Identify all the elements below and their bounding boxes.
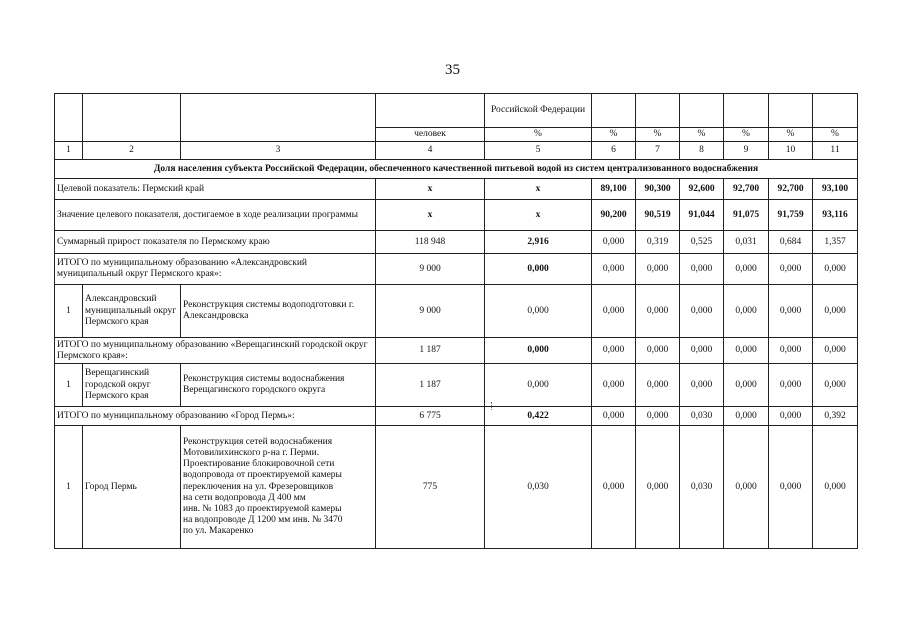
table-row: Целевой показатель: Пермский край x x 89,100 90,300 92,600 92,700 92,700 93,100	[55, 179, 858, 200]
row-label: ИТОГО по муниципальному образованию «Верещагинский городской округ Пермского края»:	[55, 338, 376, 364]
table-row: ИТОГО по муниципальному образованию «Город Пермь»: 6 775 0,422 0,000 0,000 0,030 0,000 0,000 0,392	[55, 407, 858, 426]
header-row-top	[55, 94, 858, 128]
project-description: Реконструкция системы водоподготовки г. Александровска	[181, 285, 376, 338]
project-description: Реконструкция сетей водоснабжения Мотовилихинского р-на г. Перми. Проектирование блокировочной сети водопровода от проектируемой камеры переключения на ул. Фрезеровщиков на сети водопровода Д 400 мм инв. № 1083 до проектируемой камеры на водопроводе Д 1200 мм инв. № 3470 по ул. Макаренко	[181, 426, 376, 549]
table-row: 1 Александровский муниципальный округ Пермского края Реконструкция системы водоподготовки г. Александровска 9 000 0,000 0,000 0,000 0,000 0,000 0,000 0,000	[55, 285, 858, 338]
row-label: Значение целевого показателя, достигаемое в ходе реализации программы	[55, 200, 376, 231]
section-title: Доля населения субъекта Российской Федерации, обеспеченного качественной питьевой водой из систем централизованного водоснабжения	[55, 160, 858, 179]
municipality-name: Город Пермь	[83, 426, 181, 549]
header-unit-people: человек	[376, 128, 485, 142]
indicator-table	[54, 93, 858, 549]
column-number-row: 1 2 3 4 5 6 7 8 9 10 11	[55, 142, 858, 160]
scan-artifact	[491, 402, 493, 410]
row-label: Суммарный прирост показателя по Пермскому краю	[55, 231, 376, 254]
table-row: 1 Город Пермь Реконструкция сетей водоснабжения Мотовилихинского р-на г. Перми. Проектирование блокировочной сети водопровода от проектируемой камеры переключения на ул. Фрезеровщиков на сети водопровода Д 400 мм инв. № 1083 до проектируемой камеры на водопроводе Д 1200 мм инв. № 3470 по ул. Макаренко 775 0,030 0,000 0,000 0,030 0,000 0,000 0,000	[55, 426, 858, 549]
table-row: 1 Верещагинский городской округ Пермского края Реконструкция системы водоснабжения Верещагинского городского округа 1 187 0,000 0,000 0,000 0,000 0,000 0,000 0,000	[55, 364, 858, 407]
municipality-name: Верещагинский городской округ Пермского края	[83, 364, 181, 407]
table-row: Значение целевого показателя, достигаемое в ходе реализации программы x x 90,200 90,519 91,044 91,075 91,759 93,116	[55, 200, 858, 231]
table-row: Суммарный прирост показателя по Пермскому краю 118 948 2,916 0,000 0,319 0,525 0,031 0,684 1,357	[55, 231, 858, 254]
row-label: ИТОГО по муниципальному образованию «Александровский муниципальный округ Пермского края»:	[55, 254, 376, 285]
project-description: Реконструкция системы водоснабжения Верещагинского городского округа	[181, 364, 376, 407]
table-row: ИТОГО по муниципальному образованию «Александровский муниципальный округ Пермского края»: 9 000 0,000 0,000 0,000 0,000 0,000 0,000 0,000	[55, 254, 858, 285]
section-title-row	[55, 160, 858, 179]
page-number: 35	[445, 62, 460, 78]
municipality-name: Александровский муниципальный округ Пермского края	[83, 285, 181, 338]
header-row-units: человек % % % % % % %	[55, 128, 858, 142]
header-unit-pct: %	[485, 128, 592, 142]
table-row: ИТОГО по муниципальному образованию «Верещагинский городской округ Пермского края»: 1 187 0,000 0,000 0,000 0,000 0,000 0,000 0,000	[55, 338, 858, 364]
row-label: ИТОГО по муниципальному образованию «Город Пермь»:	[55, 407, 376, 426]
header-col5-top: Российской Федерации	[485, 94, 592, 128]
row-label: Целевой показатель: Пермский край	[55, 179, 376, 200]
